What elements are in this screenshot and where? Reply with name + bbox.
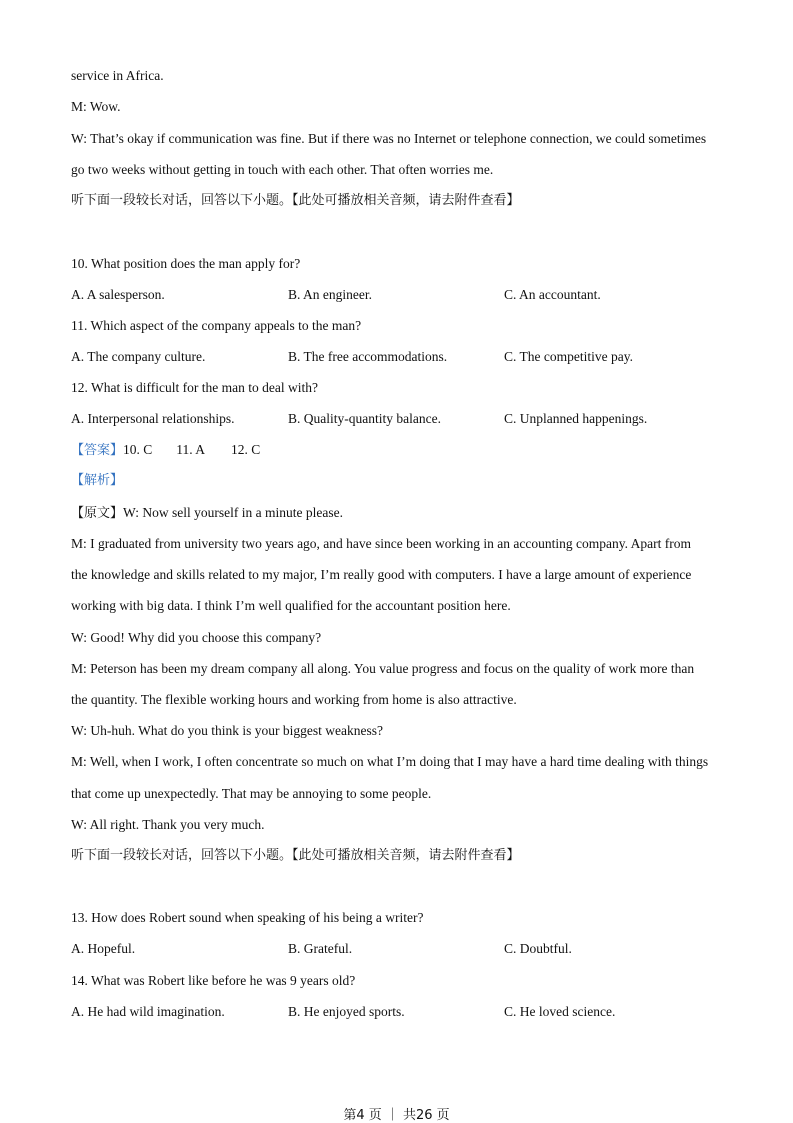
question-14-stem: 14. What was Robert like before he was 9 years old? [71,973,356,988]
answer-10: 10. C [123,442,153,457]
question-13-option-a: A. Hopeful. [71,941,136,956]
answer-label: 【答案】 [71,443,124,458]
transcript-line: W: Uh-huh. What do you think is your biggest weakness? [71,723,383,738]
transcript-line: W: All right. Thank you very much. [71,817,265,832]
question-12-option-a: A. Interpersonal relationships. [71,411,235,426]
transcript-line: W: Good! Why did you choose this company? [71,630,322,645]
question-13-option-c: C. Doubtful. [504,941,572,956]
question-14-option-b: B. He enjoyed sports. [288,1004,405,1019]
question-10-option-a: A. A salesperson. [71,287,165,302]
answer-line [71,442,260,459]
question-13-option-b: B. Grateful. [288,941,353,956]
transcript-line [71,505,343,522]
question-11-option-c: C. The competitive pay. [504,349,633,364]
question-11-option-b: B. The free accommodations. [288,349,448,364]
answer-12: 12. C [231,442,261,457]
transcript-line: M: Peterson has been my dream company all along. You value progress and focus on the quality of work more than [71,661,695,676]
audio-instruction: 听下面一段较长对话，回答以下小题。【此处可播放相关音频，请去附件查看】 [71,193,520,208]
transcript-line: the knowledge and skills related to my major, I’m really good with computers. I have a large amount of experience [71,567,692,582]
question-12-stem: 12. What is difficult for the man to deal with? [71,380,318,395]
text-line: service in Africa. [71,68,164,83]
question-12-option-c: C. Unplanned happenings. [504,411,648,426]
question-12-option-b: B. Quality-quantity balance. [288,411,441,426]
text-line: W: That’s okay if communication was fine. But if there was no Internet or telephone connection, we could sometimes [71,131,707,146]
transcript-line: M: Well, when I work, I often concentrate so much on what I’m doing that I may have a hard time dealing with things [71,754,709,769]
text-line: go two weeks without getting in touch with each other. That often worries me. [71,162,494,177]
transcript-text: W: Now sell yourself in a minute please. [123,505,343,520]
transcript-line: the quantity. The flexible working hours and working from home is also attractive. [71,692,517,707]
question-14-option-a: A. He had wild imagination. [71,1004,225,1019]
question-13-stem: 13. How does Robert sound when speaking of his being a writer? [71,910,424,925]
question-14-option-c: C. He loved science. [504,1004,616,1019]
transcript-line: that come up unexpectedly. That may be annoying to some people. [71,786,432,801]
question-10-option-c: C. An accountant. [504,287,601,302]
transcript-line: working with big data. I think I’m well qualified for the accountant position here. [71,598,511,613]
question-11-option-a: A. The company culture. [71,349,206,364]
transcript-line: M: I graduated from university two years ago, and have since been working in an accounting company. Apart from [71,536,691,551]
audio-instruction: 听下面一段较长对话，回答以下小题。【此处可播放相关音频，请去附件查看】 [71,848,520,863]
question-10-stem: 10. What position does the man apply for? [71,256,301,271]
question-11-stem: 11. Which aspect of the company appeals to the man? [71,318,362,333]
question-10-option-b: B. An engineer. [288,287,372,302]
text-line: M: Wow. [71,99,121,114]
transcript-label: 【原文】 [71,506,124,521]
page-footer: 第4 页 ｜ 共26 页 [343,1108,450,1123]
analysis-label: 【解析】 [71,473,124,488]
answer-11: 11. A [176,442,206,457]
